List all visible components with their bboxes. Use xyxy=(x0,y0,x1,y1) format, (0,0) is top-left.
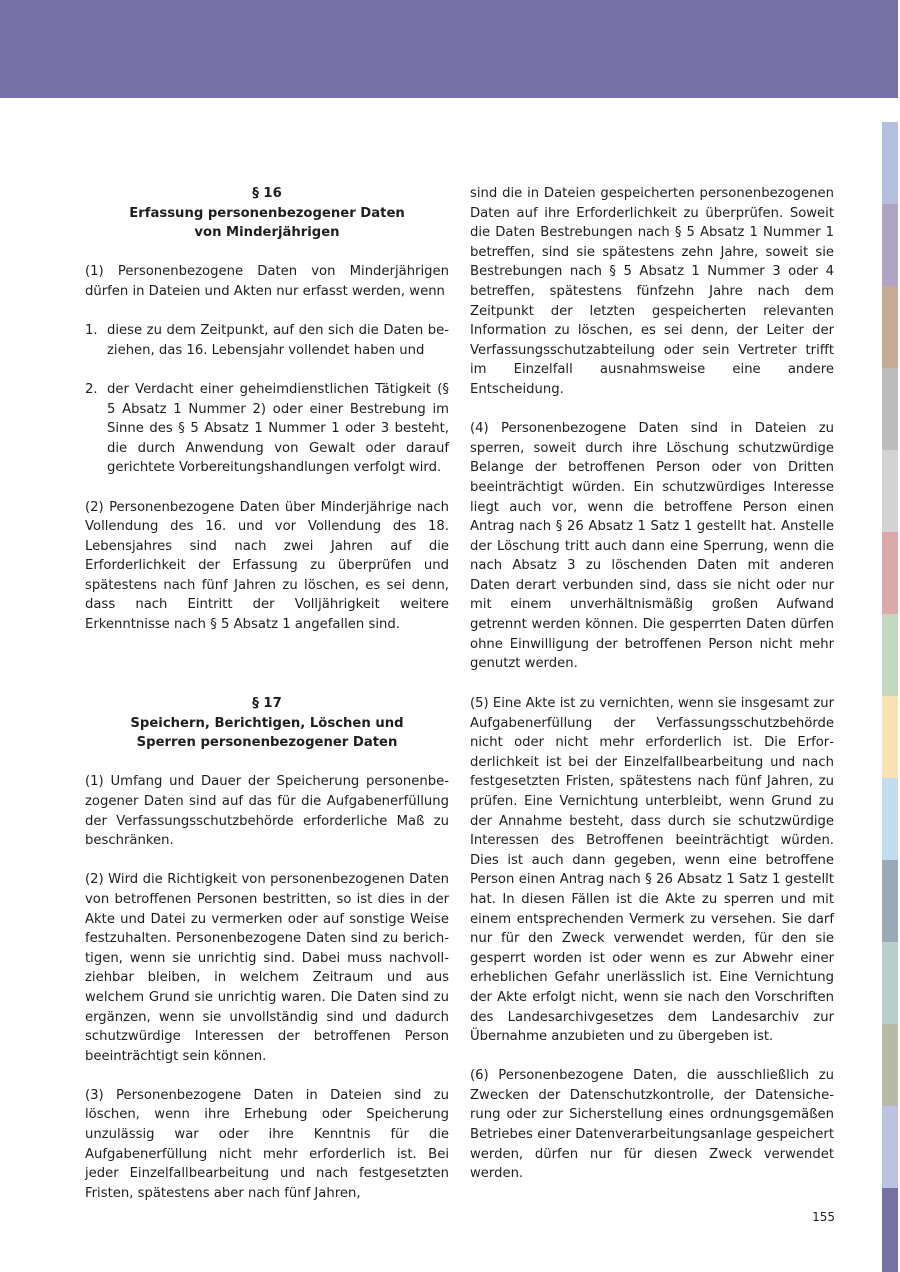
paragraph: (2) Personenbezogene Daten über Minderjährige nach Vollendung des 16. und vor Vollendung des 18. Lebensjahres sind nach zwei Jahren auf die Erforderlichkeit der Erfassung zu überprüfen und spätestens nach fünf Jahren zu löschen, es sei denn, dass nach Eintritt der Volljährigkeit weitere Erkenntnisse nach § 5 Absatz 1 angefallen sind. xyxy=(85,499,449,633)
list-item-number: 2. xyxy=(85,381,98,397)
page-number: 155 xyxy=(812,1210,835,1224)
paragraph: (3) Personenbezogene Daten in Dateien sind zu löschen, wenn ihre Erhebung oder Speicherung unzulässig war oder ihre Kenntnis für die Aufgabenerfüllung nicht mehr erforderlich ist. Bei jeder Einzelfallbearbeitung und nach festgesetzten Fristen, spätestens aber nach fünf Jahren, xyxy=(85,1087,449,1201)
list-item-number: 1. xyxy=(85,323,98,339)
list-item-text: diese zu dem Zeitpunkt, auf den sich die Daten beziehen, das 16. Lebensjahr vollendet haben und xyxy=(107,323,449,358)
section-title: Speichern, Berichtigen, Löschen und xyxy=(130,715,404,731)
numbered-list xyxy=(85,321,449,478)
paragraph: (1) Personenbezogene Daten von Minderjährigen dürfen in Dateien und Akten nur erfasst werden, wenn xyxy=(85,264,449,299)
section-16-right-column xyxy=(470,184,834,674)
list-item xyxy=(85,380,449,478)
section-16-left-column xyxy=(85,184,449,635)
color-tab xyxy=(882,860,898,942)
color-tab xyxy=(882,778,898,860)
color-tab xyxy=(882,286,898,368)
section-title: Erfassung personenbezogener Daten xyxy=(129,205,405,221)
paragraph: (4) Personenbezogene Daten sind in Dateien zu sperren, soweit durch ihre Löschung schutzwürdige Belange der betroffenen Person oder von Dritten beeinträchtigt würden. Ein schutzwürdiges Interesse liegt auch vor, wenn die betroffene Person einen Antrag nach § 26 Absatz 1 Satz 1 gestellt hat. Anstelle der Löschung tritt auch dann eine Sperrung, wenn die nach Absatz 3 zu löschenden Daten mit anderen Daten derart verbunden sind, dass sie nicht oder nur mit einem unverhältnismäßig großen Aufwand getrennt werden können. Die gesperrten Daten dürfen ohne Einwilligung der betroffenen Person nicht mehr genutzt werden. xyxy=(470,421,834,672)
section-17-right-column xyxy=(470,694,834,1184)
color-tab xyxy=(882,450,898,532)
paragraph: (1) Umfang und Dauer der Speicherung personenbezogener Daten sind auf das für die Aufgabenerfüllung der Verfassungsschutzbehörde erforderliche Maß zu beschränken. xyxy=(85,774,449,849)
color-tab xyxy=(882,696,898,778)
list-item xyxy=(85,321,449,360)
section-title: Sperren personenbezogener Daten xyxy=(136,735,398,751)
paragraph: (6) Personenbezogene Daten, die ausschließlich zu Zwecken der Datenschutzkontrolle, der Datensicherung oder zur Sicherstellung eines ordnungsgemäßen Betriebes einer Datenverarbeitungsanlage gespeichert werden, dürfen nur für diesen Zweck verwendet werden. xyxy=(470,1068,834,1182)
section-17-left-column xyxy=(85,694,449,1203)
color-tab xyxy=(882,122,898,204)
section-number: § 16 xyxy=(252,186,282,201)
section-number: § 17 xyxy=(252,696,282,711)
color-tab xyxy=(882,204,898,286)
section-17-heading xyxy=(85,694,449,753)
color-tab xyxy=(882,368,898,450)
color-tab-strip xyxy=(882,122,898,1272)
section-16-heading xyxy=(85,184,449,243)
color-tab xyxy=(882,532,898,614)
color-tab-active xyxy=(882,1188,898,1272)
color-tab xyxy=(882,614,898,696)
color-tab xyxy=(882,1106,898,1188)
paragraph: (5) Eine Akte ist zu vernichten, wenn sie insgesamt zur Aufgabenerfüllung der Verfassungsschutzbehörde nicht oder nicht mehr erforderlich ist. Die Erforderlichkeit ist bei der Einzelfallbearbeitung und nach festgesetzten Fristen, spätestens nach fünf Jahren, zu prüfen. Eine Vernichtung unterbleibt, wenn Grund zu der Annahme besteht, dass durch sie schutzwürdige Interessen des Betroffenen beeinträchtigt würden. Dies ist auch dann gegeben, wenn eine betroffene Person einen Antrag nach § 26 Absatz 1 Satz 1 gestellt hat. In diesen Fällen ist die Akte zu sperren und mit einem entsprechenden Vermerk zu versehen. Sie darf nur für den Zweck verwendet werden, für den sie gesperrt worden ist oder wenn es zur Abwehr einer erheblichen Gefahr unerlässlich ist. Eine Vernichtung der Akte erfolgt nicht, wenn sie nach den Vorschriften des Landesarchivgesetzes dem Landesarchiv zur Übernahme anzubieten und zu übergeben ist. xyxy=(470,696,834,1045)
section-title: von Minderjährigen xyxy=(194,225,340,241)
color-tab xyxy=(882,942,898,1024)
paragraph: (2) Wird die Richtigkeit von personenbezogenen Daten von betroffenen Personen bestritten, so ist dies in der Akte und Datei zu vermerken oder auf sonstige Weise festzuhalten. Personenbezogene Daten sind zu berichtigen, wenn sie unrichtig sind. Dabei muss nachvollziehbar bleiben, in welchem Zeitraum und aus welchem Grund sie unrichtig waren. Die Daten sind zu ergänzen, wenn sie unvollständig sind und dadurch schutzwürdige Interessen der betroffenen Person beeinträchtigt sein können. xyxy=(85,872,449,1064)
header-band xyxy=(0,0,898,98)
color-tab xyxy=(882,1024,898,1106)
paragraph: sind die in Dateien gespeicherten personenbezogenen Daten auf ihre Erforderlichkeit zu überprüfen. Soweit die Daten Bestrebungen nach § 5 Absatz 1 Nummer 1 betreffen, sind sie spätestens zehn Jahre, soweit sie Bestrebungen nach § 5 Absatz 1 Nummer 3 oder 4 betreffen, spätestens fünfzehn Jahre nach dem Zeitpunkt der letzten gespeicherten relevanten Information zu löschen, es sei denn, der Leiter der Verfassungsschutzabteilung oder sein Vertreter trifft im Einzelfall ausnahmsweise eine andere Entscheidung. xyxy=(470,186,834,397)
list-item-text: der Verdacht einer geheimdienstlichen Tätigkeit (§ 5 Absatz 1 Nummer 2) oder einer Bestrebung im Sinne des § 5 Absatz 1 Nummer 1 oder 3 besteht, die durch Anwendung von Gewalt oder darauf gerichtete Vorbereitungshandlungen verfolgt wird. xyxy=(107,381,449,476)
